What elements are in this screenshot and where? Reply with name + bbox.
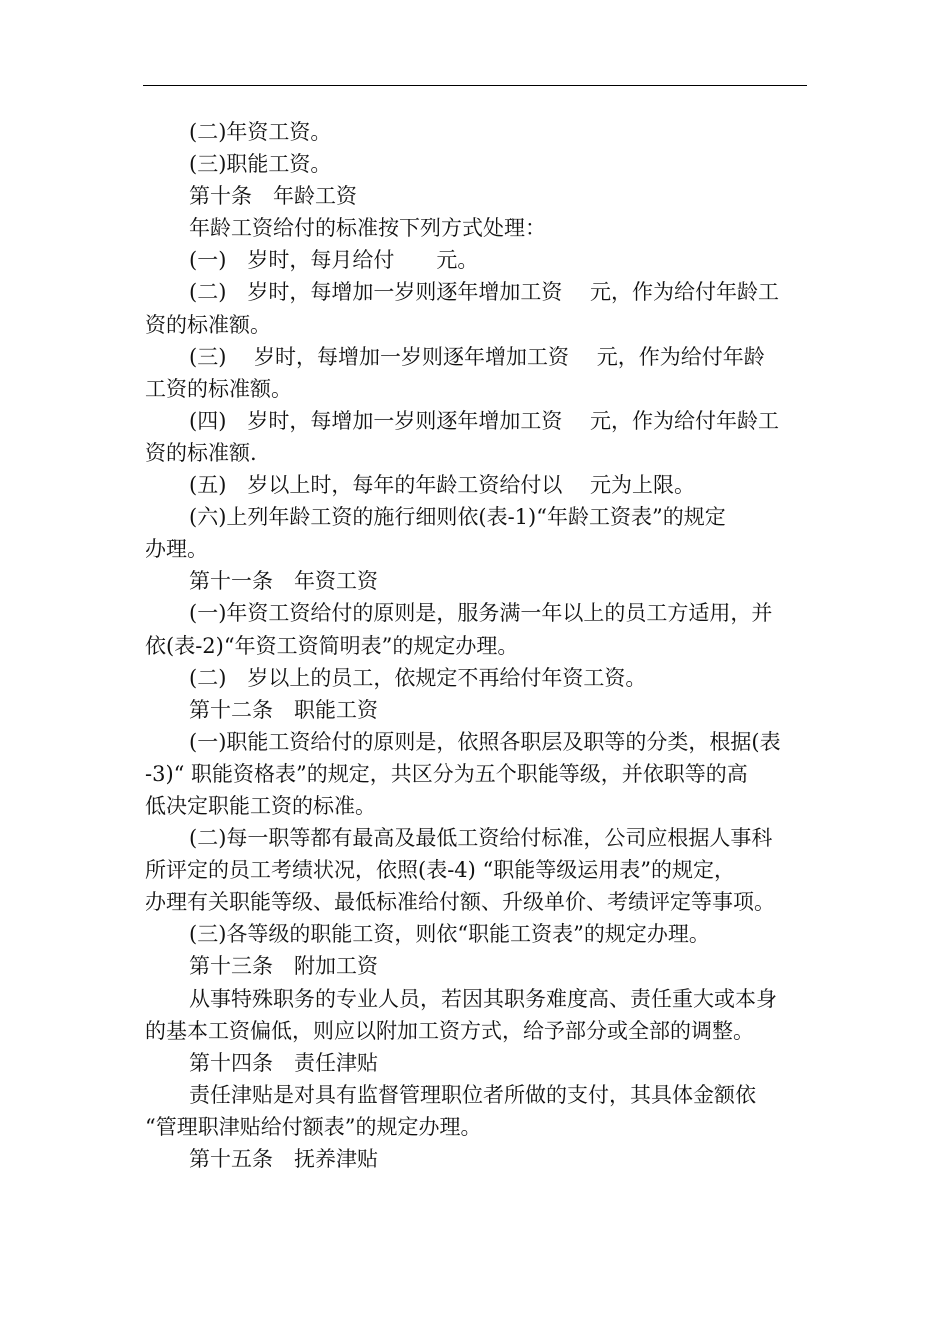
text-line: 资的标准额。 bbox=[145, 312, 271, 337]
text-line: 第十五条 抚养津贴 bbox=[189, 1147, 378, 1171]
text-line: (三)各等级的职能工资，则依“职能工资表”的规定办理。 bbox=[189, 922, 710, 947]
text-line: (一)年资工资给付的原则是，服务满一年以上的员工方适用，并 bbox=[189, 601, 773, 626]
text-line: 依(表-2)“年资工资简明表”的规定办理。 bbox=[145, 633, 519, 658]
text-line: 第十二条 职能工资 bbox=[189, 697, 378, 722]
text-line: 第十一条 年资工资 bbox=[189, 569, 378, 594]
text-line: 第十条 年龄工资 bbox=[189, 184, 357, 209]
text-line: (二) 岁以上的员工，依规定不再给付年资工资。 bbox=[189, 665, 647, 690]
text-line: “管理职津贴给付额表”的规定办理。 bbox=[145, 1114, 482, 1139]
document-body bbox=[145, 116, 807, 1175]
text-line: (五) 岁以上时，每年的年龄工资给付以 元为上限。 bbox=[189, 473, 696, 498]
text-line: 办理有关职能等级、最低标准给付额、升级单价、考绩评定等事项。 bbox=[145, 890, 775, 915]
text-line: (三)职能工资。 bbox=[189, 152, 332, 177]
text-line: (一) 岁时，每月给付 元。 bbox=[189, 248, 479, 273]
text-line: 从事特殊职务的专业人员，若因其职务难度高、责任重大或本身 bbox=[189, 986, 777, 1011]
text-line: 年龄工资给付的标准按下列方式处理： bbox=[189, 216, 546, 241]
text-line: (二) 岁时，每增加一岁则逐年增加工资 元，作为给付年龄工 bbox=[189, 280, 780, 305]
text-line: (二)每一职等都有最高及最低工资给付标准，公司应根据人事科 bbox=[189, 826, 773, 851]
text-line: 所评定的员工考绩状况，依照(表-4) “职能等级运用表”的规定， bbox=[145, 858, 735, 883]
text-line: (六)上列年龄工资的施行细则依(表-1)“年龄工资表”的规定 bbox=[189, 505, 726, 530]
text-line: 第十三条 附加工资 bbox=[189, 954, 378, 979]
text-line: 责任津贴是对具有监督管理职位者所做的支付，其具体金额依 bbox=[189, 1082, 756, 1107]
text-line: (二)年资工资。 bbox=[189, 120, 332, 144]
text-line: (三) 岁时，每增加一岁则逐年增加工资 元，作为给付年龄 bbox=[189, 344, 765, 369]
header-rule bbox=[143, 85, 807, 86]
text-line: (一)职能工资给付的原则是，依照各职层及职等的分类，根据(表 bbox=[189, 729, 781, 754]
text-line: 低决定职能工资的标准。 bbox=[145, 793, 376, 818]
text-line: 办理。 bbox=[145, 537, 208, 562]
text-line: -3)“ 职能资格表”的规定，共区分为五个职能等级，并依职等的高 bbox=[145, 761, 748, 786]
text-line: 的基本工资偏低，则应以附加工资方式，给予部分或全部的调整。 bbox=[145, 1018, 754, 1043]
text-line: 工资的标准额。 bbox=[145, 376, 292, 401]
text-line: (四) 岁时，每增加一岁则逐年增加工资 元，作为给付年龄工 bbox=[189, 408, 780, 433]
text-line: 第十四条 责任津贴 bbox=[189, 1050, 378, 1075]
text-line: 资的标准额. bbox=[145, 440, 257, 465]
